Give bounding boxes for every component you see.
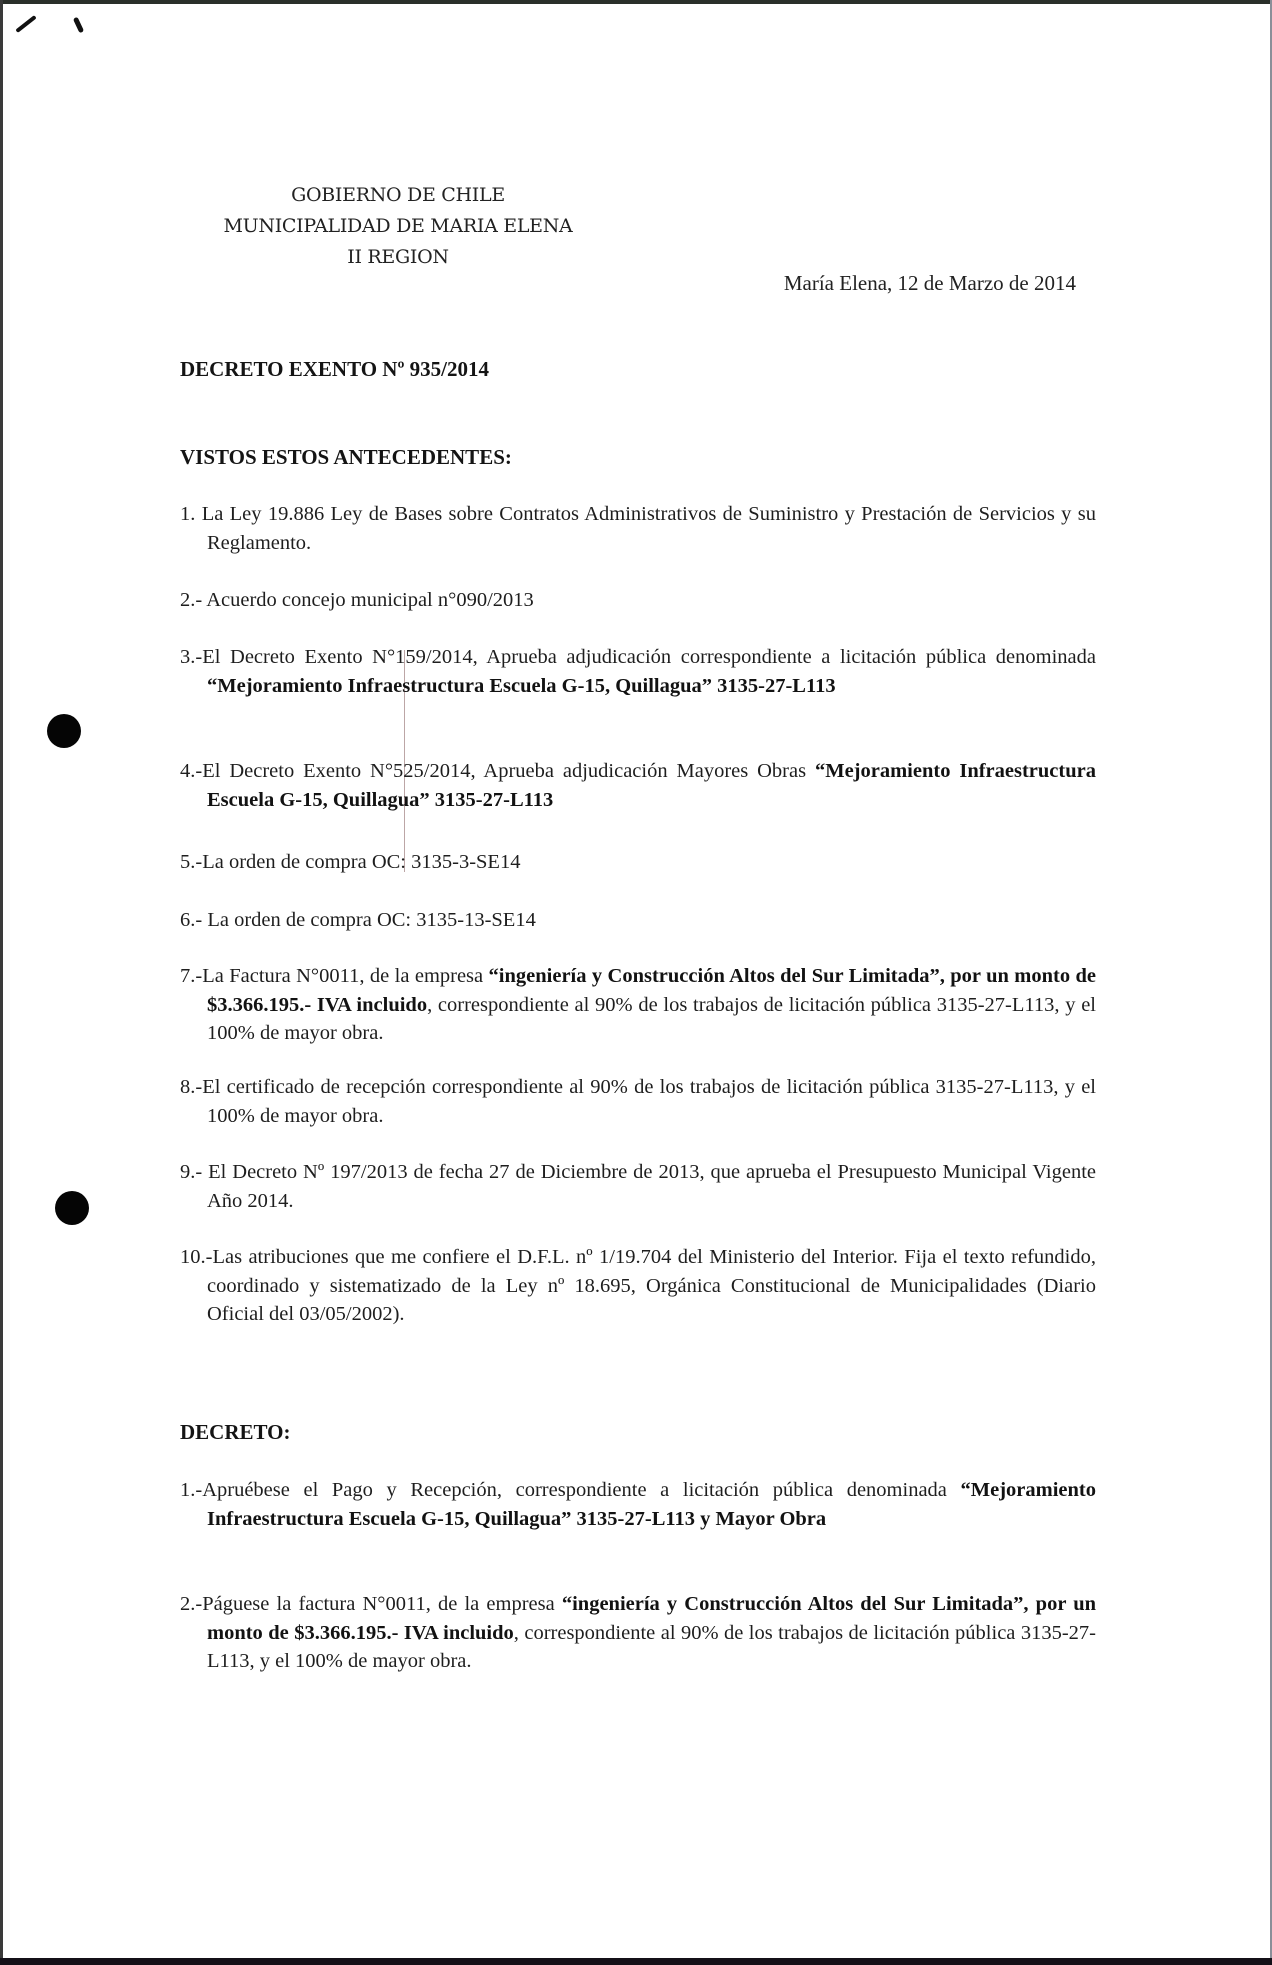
text: 10.-Las atribuciones que me confiere el D.F.L. nº 1/19.704 del Ministerio del Interior. Fija el texto refundido, coordinado y sistematizado de la Ley nº 18.695, Orgánica Constitucional de Municipalidades (Diario Oficial del 03/05/2002). [180, 1246, 1096, 1326]
vistos-item [180, 1073, 1096, 1130]
vistos-item [180, 757, 1096, 814]
vistos-item [180, 906, 1096, 935]
bold-text: “ingeniería y Construcción Altos del Sur Limitada”, por un monto de $3.366.195.- IVA incluido [207, 965, 1096, 1016]
text: 7.-La Factura N°0011, de la empresa [180, 965, 489, 987]
letterhead-line-region: II REGION [347, 246, 449, 268]
decree-number: DECRETO EXENTO Nº 935/2014 [180, 357, 489, 381]
vistos-item [180, 848, 1096, 877]
vistos-item [180, 962, 1096, 1048]
text: 1.-Apruébese el Pago y Recepción, correspondiente a licitación pública denominada [180, 1479, 961, 1501]
text: 1. La Ley 19.886 Ley de Bases sobre Contratos Administrativos de Suministro y Prestación de Servicios y su Reglamento. [180, 503, 1096, 554]
bold-text: “Mejoramiento Infraestructura Escuela G-15, Quillagua” 3135-27-L113 y Mayor Obra [207, 1479, 1096, 1530]
vistos-item [180, 1158, 1096, 1215]
scan-mark [73, 17, 84, 34]
text: 5.-La orden de compra OC: 3135-3-SE14 [180, 851, 521, 873]
letterhead-line-government: GOBIERNO DE CHILE [291, 184, 505, 206]
decreto-item [180, 1590, 1096, 1676]
letterhead [183, 180, 613, 273]
scan-mark [15, 15, 36, 33]
text: 4.-El Decreto Exento N°525/2014, Aprueba adjudicación Mayores Obras [180, 760, 815, 782]
decreto-heading: DECRETO: [180, 1420, 291, 1444]
scan-border-top [0, 0, 1272, 4]
vistos-item [180, 643, 1096, 700]
text: 2.- Acuerdo concejo municipal n°090/2013 [180, 589, 534, 611]
text: 3.-El Decreto Exento N°159/2014, Aprueba adjudicación correspondiente a licitación pública denominada [180, 646, 1096, 668]
text: , correspondiente al 90% de los trabajos de licitación pública 3135-27-L113, y el 100% de mayor obra. [207, 1621, 1096, 1673]
vistos-heading: VISTOS ESTOS ANTECEDENTES: [180, 445, 512, 469]
text: 8.-El certificado de recepción correspondiente al 90% de los trabajos de licitación pública 3135-27-L113, y el 100% de mayor obra. [180, 1076, 1096, 1127]
bold-text: “ingeniería y Construcción Altos del Sur Limitada”, por un monto de $3.366.195.- IVA incluido [207, 1593, 1097, 1644]
bold-text: “Mejoramiento Infraestructura Escuela G-15, Quillagua” 3135-27-L113 [207, 674, 836, 697]
scan-border-left [0, 0, 3, 1965]
text: , correspondiente al 90% de los trabajos de licitación pública 3135-27-L113, y el 100% de mayor obra. [207, 993, 1096, 1045]
decreto-item [180, 1476, 1096, 1533]
letterhead-line-municipality: MUNICIPALIDAD DE MARIA ELENA [223, 215, 573, 237]
document-date: María Elena, 12 de Marzo de 2014 [783, 271, 1076, 295]
text: 6.- La orden de compra OC: 3135-13-SE14 [180, 909, 536, 931]
vistos-item [180, 586, 1096, 615]
punch-hole [47, 714, 81, 748]
bold-text: “Mejoramiento Infraestructura Escuela G-15, Quillagua” 3135-27-L113 [207, 760, 1096, 811]
scan-border-bottom [0, 1958, 1272, 1965]
punch-hole [55, 1191, 89, 1225]
vistos-item [180, 1243, 1096, 1329]
vistos-item [180, 500, 1096, 557]
text: 9.- El Decreto Nº 197/2013 de fecha 27 de Diciembre de 2013, que aprueba el Presupuesto Municipal Vigente Año 2014. [180, 1161, 1096, 1212]
text: 2.-Páguese la factura N°0011, de la empresa [180, 1593, 562, 1615]
